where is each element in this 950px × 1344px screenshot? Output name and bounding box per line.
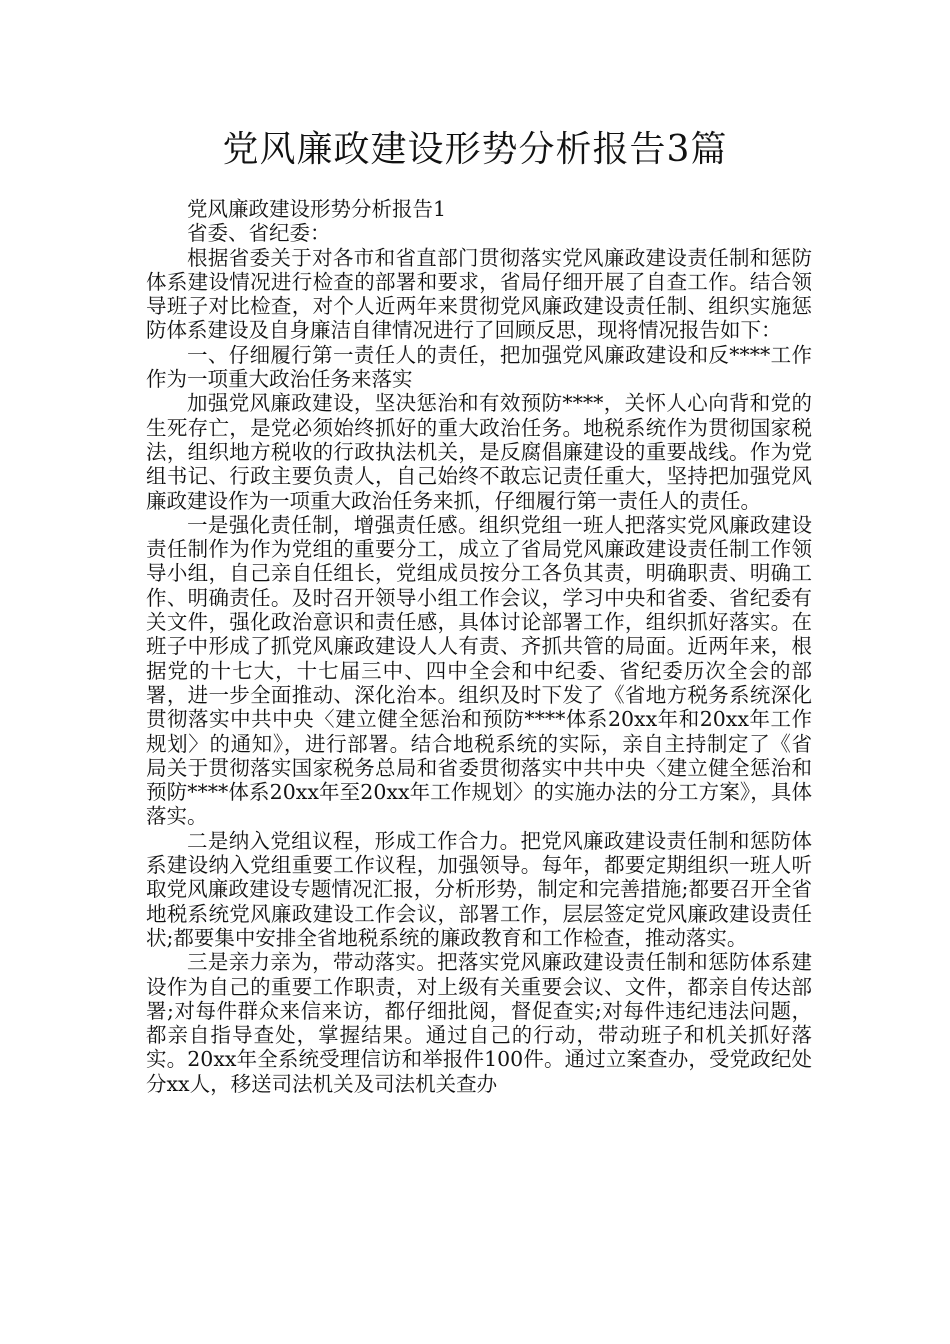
body-paragraph: 根据省委关于对各市和省直部门贯彻落实党风廉政建设责任制和惩防体系建设情况进行检查的部署和要求，省局仔细开展了自查工作。结合领导班子对比检查，对个人近两年来贯彻党风廉政建设责任制、组织实施惩防体系建设及自身廉洁自律情况进行了回顾反思，现将情况报告如下： <box>146 245 812 343</box>
body-paragraph: 三是亲力亲为，带动落实。把落实党风廉政建设责任制和惩防体系建设作为自己的重要工作职责，对上级有关重要会议、文件，都亲自传达部署;对每件群众来信来访，都仔细批阅，督促查实;对每件违纪违法问题，都亲自指导查处，掌握结果。通过自己的行动，带动班子和机关抓好落实。20xx年全系统受理信访和举报件100件。通过立案查办，受党政纪处分xx人，移送司法机关及司法机关查办 <box>146 950 812 1096</box>
body-paragraph: 一是强化责任制，增强责任感。组织党组一班人把落实党风廉政建设责任制作为作为党组的重要分工，成立了省局党风廉政建设责任制工作领导小组，自己亲自任组长，党组成员按分工各负其责，明确职责、明确工作、明确责任。及时召开领导小组工作会议，学习中央和省委、省纪委有关文件，强化政治意识和责任感，具体讨论部署工作，组织抓好落实。在班子中形成了抓党风廉政建设人人有责、齐抓共管的局面。近两年来，根据党的十七大，十七届三中、四中全会和中纪委、省纪委历次全会的部署，进一步全面推动、深化治本。组织及时下发了《省地方税务系统深化贯彻落实中共中央〈建立健全惩治和预防****体系20xx年和20xx年工作规划〉的通知》，进行部署。结合地税系统的实际，亲自主持制定了《省局关于贯彻落实国家税务总局和省委贯彻落实中共中央〈建立健全惩治和预防****体系20xx年至20xx年工作规划〉的实施办法的分工方案》，具体落实。 <box>146 512 812 829</box>
salutation: 省委、省纪委： <box>187 221 331 246</box>
body-paragraph: 加强党风廉政建设，坚决惩治和有效预防****，关怀人心向背和党的生死存亡，是党必须始终抓好的重大政治任务。地税系统作为贯彻国家税法，组织地方税收的行政执法机关，是反腐倡廉建设的重要战线。作为党组书记、行政主要负责人，自己始终不敢忘记责任重大，坚持把加强党风廉政建设作为一项重大政治任务来抓，仔细履行第一责任人的责任。 <box>146 391 812 513</box>
section-heading: 一、仔细履行第一责任人的责任，把加强党风廉政建设和反****工作作为一项重大政治任务来落实 <box>146 342 812 392</box>
body-paragraph: 二是纳入党组议程，形成工作合力。把党风廉政建设责任制和惩防体系建设纳入党组重要工作议程，加强领导。每年，都要定期组织一班人听取党风廉政建设专题情况汇报，分析形势，制定和完善措施;都要召开全省地税系统党风廉政建设工作会议，部署工作，层层签定党风廉政建设责任状;都要集中安排全省地税系统的廉政教育和工作检查，推动落实。 <box>146 828 812 950</box>
report-subtitle: 党风廉政建设形势分析报告1 <box>187 197 447 221</box>
document-body <box>146 197 812 1096</box>
document-title: 党风廉政建设形势分析报告3篇 <box>222 129 728 170</box>
